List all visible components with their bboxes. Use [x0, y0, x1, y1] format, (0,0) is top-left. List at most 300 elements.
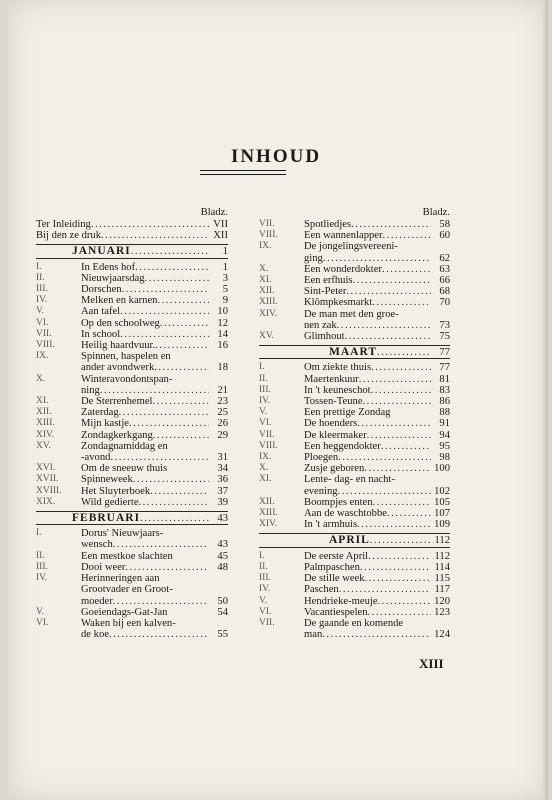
chapter-number: IX.	[259, 241, 272, 252]
dot-leader	[109, 629, 209, 640]
toc-entry	[36, 573, 228, 584]
chapter-title: Grootvader en Groot-	[81, 584, 173, 596]
page-ref: 94	[439, 429, 450, 441]
chapter-title: Klômpkesmarkt	[304, 297, 373, 309]
chapter-number: XII.	[36, 407, 52, 418]
page-ref: 31	[217, 452, 228, 464]
page-ref: 50	[217, 595, 228, 607]
dot-leader	[346, 286, 431, 297]
chapter-title: De stille week	[304, 573, 365, 585]
toc-entry	[36, 607, 228, 618]
toc-column-left	[36, 207, 228, 640]
page-ref: 26	[217, 418, 228, 430]
toc-entry	[259, 320, 450, 331]
toc-entry	[259, 474, 450, 485]
toc-entry	[259, 508, 450, 519]
chapter-title: APRIL	[329, 534, 370, 547]
dot-leader	[135, 262, 209, 273]
toc-entry	[36, 295, 228, 306]
dot-leader	[353, 275, 431, 286]
dot-leader	[370, 535, 431, 546]
toc-entry	[259, 463, 450, 474]
dot-leader	[120, 306, 209, 317]
dot-leader	[153, 430, 209, 441]
chapter-title: Op den schoolweg	[81, 317, 160, 329]
page-ref: 68	[439, 286, 450, 298]
chapter-number: V.	[36, 306, 45, 317]
toc-entry	[259, 418, 450, 429]
chapter-number: X.	[259, 463, 269, 474]
chapter-number: III.	[36, 284, 48, 295]
page-ref: 102	[434, 485, 450, 497]
chapter-number: XIII.	[259, 297, 278, 308]
dot-leader	[365, 573, 431, 584]
toc-entry	[36, 318, 228, 329]
chapter-number: VI.	[259, 606, 272, 617]
dot-leader	[360, 562, 431, 573]
chapter-number: XVII.	[36, 474, 59, 485]
chapter-number: VII.	[36, 328, 52, 339]
page-ref: 75	[439, 331, 450, 343]
chapter-title: Hendrieke-meuje	[304, 595, 378, 607]
toc-entry	[259, 362, 450, 373]
page-ref: 9	[222, 295, 228, 307]
dot-leader	[140, 513, 209, 524]
dot-leader	[364, 463, 431, 474]
page-ref: 105	[434, 496, 450, 508]
page-ref: XII	[213, 230, 228, 242]
page-ref: 112	[434, 535, 450, 547]
page-ref: 21	[217, 384, 228, 396]
chapter-number: I.	[36, 261, 42, 272]
page-ref: 70	[439, 297, 450, 309]
page-ref: 3	[222, 272, 228, 284]
page-ref: 117	[434, 584, 450, 596]
chapter-number: XVIII.	[36, 485, 62, 496]
dot-leader	[322, 629, 431, 640]
dot-leader	[125, 562, 209, 573]
page-ref: 45	[217, 550, 228, 562]
page-ref: 36	[217, 474, 228, 486]
month-heading	[36, 244, 228, 258]
page-ref: 62	[439, 252, 450, 264]
page-ref: 86	[439, 396, 450, 408]
toc-entry	[259, 607, 450, 618]
chapter-title: Spinneweek	[81, 474, 133, 486]
page-ref: 83	[439, 384, 450, 396]
toc-entry	[36, 474, 228, 485]
toc-entry	[36, 629, 228, 640]
chapter-number: X.	[259, 263, 269, 274]
toc-entry	[259, 430, 450, 441]
dot-leader	[110, 452, 209, 463]
chapter-number: XIII.	[259, 508, 278, 519]
chapter-title: De man met den groe-	[304, 308, 399, 320]
chapter-title: Ploegen	[304, 452, 339, 464]
toc-entry	[36, 362, 228, 373]
chapter-number: V.	[259, 595, 268, 606]
page-ref: 98	[439, 452, 450, 464]
toc-entry	[36, 219, 228, 230]
chapter-title: De jongelingsvereeni-	[304, 241, 398, 253]
chapter-number: XIV.	[259, 308, 278, 319]
toc-entry	[36, 562, 228, 573]
dot-leader	[100, 385, 209, 396]
dot-leader	[373, 497, 431, 508]
chapter-title: Winteravondontspan-	[81, 373, 173, 385]
dot-leader	[113, 596, 209, 607]
chapter-title: moeder	[81, 595, 113, 607]
dot-leader	[377, 347, 431, 358]
page-edge	[542, 0, 548, 800]
page-ref: 54	[217, 606, 228, 618]
chapter-title: Een wonderdokter	[304, 263, 382, 275]
toc-entry	[259, 331, 450, 342]
chapter-title: Heilig haardvuur.	[81, 340, 156, 352]
chapter-title: Zondagkerkgang	[81, 429, 153, 441]
toc-entry	[36, 584, 228, 595]
chapter-title: Boompjes enten	[304, 496, 373, 508]
dot-leader	[382, 264, 431, 275]
chapter-title: nen zak	[304, 319, 337, 331]
toc-entry	[259, 230, 450, 241]
page-ref: 120	[434, 595, 450, 607]
toc-rows-right	[259, 219, 450, 640]
page-ref: 43	[217, 539, 228, 551]
page-title: INHOUD	[230, 146, 322, 167]
dot-leader	[323, 253, 431, 264]
chapter-title: Bij den ze druk	[36, 230, 102, 242]
dot-leader	[378, 596, 431, 607]
toc-entry	[259, 562, 450, 573]
chapter-title: Melken en karnen	[81, 295, 158, 307]
chapter-title: Een mestkoe slachten	[81, 550, 173, 562]
dot-leader	[338, 452, 431, 463]
chapter-number: I.	[259, 550, 265, 561]
chapter-title: Tossen-Teune	[304, 396, 363, 408]
chapter-title: Goeiendags-Gat-Jan	[81, 606, 168, 618]
page-ref: 12	[217, 317, 228, 329]
chapter-number: VIII.	[259, 230, 278, 241]
toc-entry	[259, 286, 450, 297]
page-ref: 37	[217, 485, 228, 497]
toc-entry	[36, 273, 228, 284]
chapter-number: XII.	[259, 496, 275, 507]
page-ref: 123	[434, 606, 450, 618]
toc-entry	[36, 407, 228, 418]
dot-leader	[371, 362, 431, 373]
chapter-number: VI.	[36, 317, 49, 328]
dot-leader	[371, 385, 431, 396]
toc-entry	[36, 528, 228, 539]
page-number: XIII	[419, 656, 444, 671]
dot-leader	[367, 430, 431, 441]
toc-entry	[259, 573, 450, 584]
dot-leader	[119, 407, 209, 418]
dot-leader	[154, 362, 209, 373]
dot-leader	[160, 318, 209, 329]
chapter-number: VIII.	[259, 440, 278, 451]
chapter-title: JANUARI	[72, 245, 131, 258]
toc-entry	[36, 596, 228, 607]
chapter-number: XI.	[259, 474, 272, 485]
chapter-title: Dooi weer	[81, 561, 126, 573]
toc-entry	[259, 596, 450, 607]
chapter-title: De Sterrenhemel	[81, 396, 153, 408]
page-ref: 100	[434, 463, 450, 475]
toc-entry	[259, 396, 450, 407]
dot-leader	[133, 474, 209, 485]
toc-entry	[36, 351, 228, 362]
page-ref: 1	[222, 246, 228, 258]
page-ref: 18	[217, 362, 228, 374]
chapter-title: De hoenders	[304, 418, 358, 430]
toc-entry	[36, 284, 228, 295]
dot-leader	[129, 418, 209, 429]
chapter-title: Om de sneeuw thuis	[81, 463, 168, 475]
dot-leader	[337, 320, 431, 331]
dot-leader	[101, 230, 209, 241]
toc-entry	[36, 374, 228, 385]
chapter-number: XIV.	[36, 429, 55, 440]
chapter-title: Spinnen, haspelen en	[81, 351, 171, 363]
toc-entry	[36, 306, 228, 317]
toc-entry	[259, 253, 450, 264]
month-heading	[259, 533, 450, 547]
chapter-title: Zaterdag	[81, 407, 119, 419]
page-ref: 91	[439, 418, 450, 430]
chapter-title: In 't armhuis	[304, 519, 358, 531]
chapter-number: VII.	[259, 219, 275, 229]
chapter-title: Vacantiespelen	[304, 606, 368, 618]
chapter-number: V.	[259, 407, 268, 418]
chapter-number: XI.	[36, 396, 49, 407]
dot-leader	[155, 340, 209, 351]
page-ref: 60	[439, 230, 450, 242]
toc-column-right	[259, 207, 450, 640]
chapter-number: XV.	[259, 331, 274, 342]
toc-entry	[259, 497, 450, 508]
chapter-number: III.	[36, 561, 48, 572]
chapter-title: De gaande en komende	[304, 617, 404, 629]
page-ref: 58	[439, 219, 450, 230]
dot-leader	[157, 295, 209, 306]
page-ref: 95	[439, 440, 450, 452]
toc-entry	[259, 618, 450, 629]
dot-leader	[387, 508, 431, 519]
dot-leader	[381, 441, 431, 452]
toc-entry	[36, 441, 228, 452]
toc-entry	[36, 551, 228, 562]
dot-leader	[152, 396, 209, 407]
toc-entry	[259, 486, 450, 497]
dot-leader	[122, 284, 209, 295]
dot-leader	[363, 396, 431, 407]
chapter-title: MAART	[329, 346, 378, 359]
toc-entry	[36, 452, 228, 463]
chapter-number: XV.	[36, 440, 51, 451]
dot-leader	[372, 297, 431, 308]
dot-leader	[150, 486, 209, 497]
toc-entry	[36, 418, 228, 429]
chapter-number: I.	[259, 362, 265, 373]
page-ref: 5	[222, 284, 228, 296]
toc-entry	[259, 519, 450, 530]
chapter-number: VII.	[259, 429, 275, 440]
page-ref: 29	[217, 429, 228, 441]
dot-leader	[359, 374, 431, 385]
chapter-number: IV.	[36, 573, 48, 584]
page-ref: 39	[217, 496, 228, 508]
chapter-title: De kleermaker	[304, 429, 367, 441]
chapter-number: VIII.	[36, 340, 55, 351]
dot-leader	[338, 486, 431, 497]
chapter-title: wensch	[81, 539, 113, 551]
chapter-title: de koe	[81, 629, 109, 641]
chapter-number: XVI.	[36, 463, 56, 474]
toc-rows-left	[36, 219, 228, 640]
chapter-number: III.	[259, 573, 271, 584]
dot-leader	[339, 584, 431, 595]
chapter-title: Aan de waschtobbe	[304, 508, 387, 520]
chapter-title: evening	[304, 485, 338, 497]
page-ref: 23	[217, 396, 228, 408]
page-ref: 115	[434, 573, 450, 585]
page-ref: 77	[439, 362, 450, 374]
page-ref: 1	[222, 261, 228, 273]
chapter-title: Paschen	[304, 584, 339, 596]
chapter-title: Het Sluyterboek	[81, 485, 151, 497]
toc-entry	[259, 374, 450, 385]
chapter-number: IV.	[36, 295, 48, 306]
chapter-number: XIX.	[36, 496, 56, 507]
chapter-title: Dorus' Nieuwjaars-	[81, 528, 164, 540]
title-underline	[200, 170, 286, 175]
chapter-title: man	[304, 629, 323, 641]
chapter-title: Maertenkuur	[304, 373, 359, 385]
bladz-header-left: Bladz.	[200, 207, 228, 218]
dot-leader	[368, 607, 431, 618]
dot-leader	[368, 551, 431, 562]
page-ref: 112	[434, 550, 450, 562]
toc-entry	[36, 340, 228, 351]
toc-entry	[259, 584, 450, 595]
toc-entry	[36, 539, 228, 550]
chapter-title: Aan tafel	[81, 306, 121, 318]
chapter-title: Een heggendokter	[304, 440, 381, 452]
chapter-title: FEBRUARI	[72, 512, 141, 525]
page-ref: VII	[213, 219, 228, 230]
toc-entry	[259, 297, 450, 308]
chapter-title: Lente- dag- en nacht-	[304, 474, 395, 486]
toc-entry	[36, 385, 228, 396]
toc-entry	[36, 497, 228, 508]
chapter-title: ging	[304, 252, 323, 264]
chapter-number: XI.	[259, 275, 272, 286]
chapter-title: Herinneringen aan	[81, 573, 160, 585]
chapter-title: Glimhout	[304, 331, 345, 343]
chapter-title: Sint-Peter	[304, 286, 347, 298]
month-heading	[36, 511, 228, 525]
dot-leader	[91, 219, 209, 230]
chapter-title: Om ziekte thuis	[304, 362, 372, 374]
chapter-title: Een erfhuis	[304, 275, 353, 287]
chapter-title: Waken bij een kalven-	[81, 617, 176, 629]
page-ref: 25	[217, 407, 228, 419]
toc-entry	[259, 629, 450, 640]
page-ref: 43	[217, 513, 228, 525]
toc-entry	[259, 441, 450, 452]
page-ref: 63	[439, 263, 450, 275]
chapter-number: XIV.	[259, 519, 278, 530]
chapter-number: V.	[36, 606, 45, 617]
chapter-title: ning	[81, 384, 100, 396]
dot-leader	[131, 246, 209, 257]
chapter-title: Nieuwjaarsdag	[81, 272, 145, 284]
month-heading	[259, 345, 450, 359]
chapter-number: VII.	[259, 617, 275, 628]
dot-leader	[383, 230, 431, 241]
toc-entry	[259, 275, 450, 286]
toc-entry	[36, 430, 228, 441]
page-ref: 124	[434, 629, 450, 641]
toc-entry	[259, 241, 450, 252]
page-ref: 66	[439, 275, 450, 287]
chapter-title: De eerste April	[304, 550, 369, 562]
page-ref: 81	[439, 373, 450, 385]
page-ref: 114	[434, 561, 450, 573]
toc-entry	[259, 407, 450, 418]
chapter-title: -avond	[81, 452, 111, 464]
toc-entry	[36, 262, 228, 273]
chapter-title: Mijn kastje	[81, 418, 129, 430]
chapter-title: Spotliedjes	[304, 219, 352, 230]
chapter-title: In 't keuneschot	[304, 384, 371, 396]
toc-entry	[259, 385, 450, 396]
chapter-title: In Edens hof	[81, 261, 136, 273]
chapter-title: In school	[81, 328, 121, 340]
chapter-title: Dorschen	[81, 284, 122, 296]
toc-entry	[259, 264, 450, 275]
chapter-number: X.	[36, 373, 46, 384]
dot-leader	[351, 219, 431, 230]
chapter-title: Een wannenlapper	[304, 230, 383, 242]
toc-entry	[36, 396, 228, 407]
chapter-number: IX.	[36, 351, 49, 362]
chapter-number: VI.	[36, 617, 49, 628]
chapter-title: Zusje geboren	[304, 463, 365, 475]
toc-entry	[36, 486, 228, 497]
chapter-title: Palmpaschen	[304, 561, 360, 573]
page-ref: 16	[217, 340, 228, 352]
chapter-number: IX.	[259, 452, 272, 463]
chapter-number: II.	[259, 561, 268, 572]
chapter-title: ander avondwerk	[81, 362, 155, 374]
chapter-number: III.	[259, 384, 271, 395]
toc-entry	[36, 463, 228, 474]
page-ref: 109	[434, 519, 450, 531]
page-ref: 77	[439, 347, 450, 359]
toc-entry	[36, 329, 228, 340]
chapter-title: Wild gedierte	[81, 496, 139, 508]
toc-entry	[259, 309, 450, 320]
dot-leader	[345, 331, 431, 342]
chapter-number: II.	[259, 373, 268, 384]
chapter-number: XIII.	[36, 418, 55, 429]
chapter-number: I.	[36, 528, 42, 539]
toc-entry	[259, 452, 450, 463]
page-ref: 55	[217, 629, 228, 641]
